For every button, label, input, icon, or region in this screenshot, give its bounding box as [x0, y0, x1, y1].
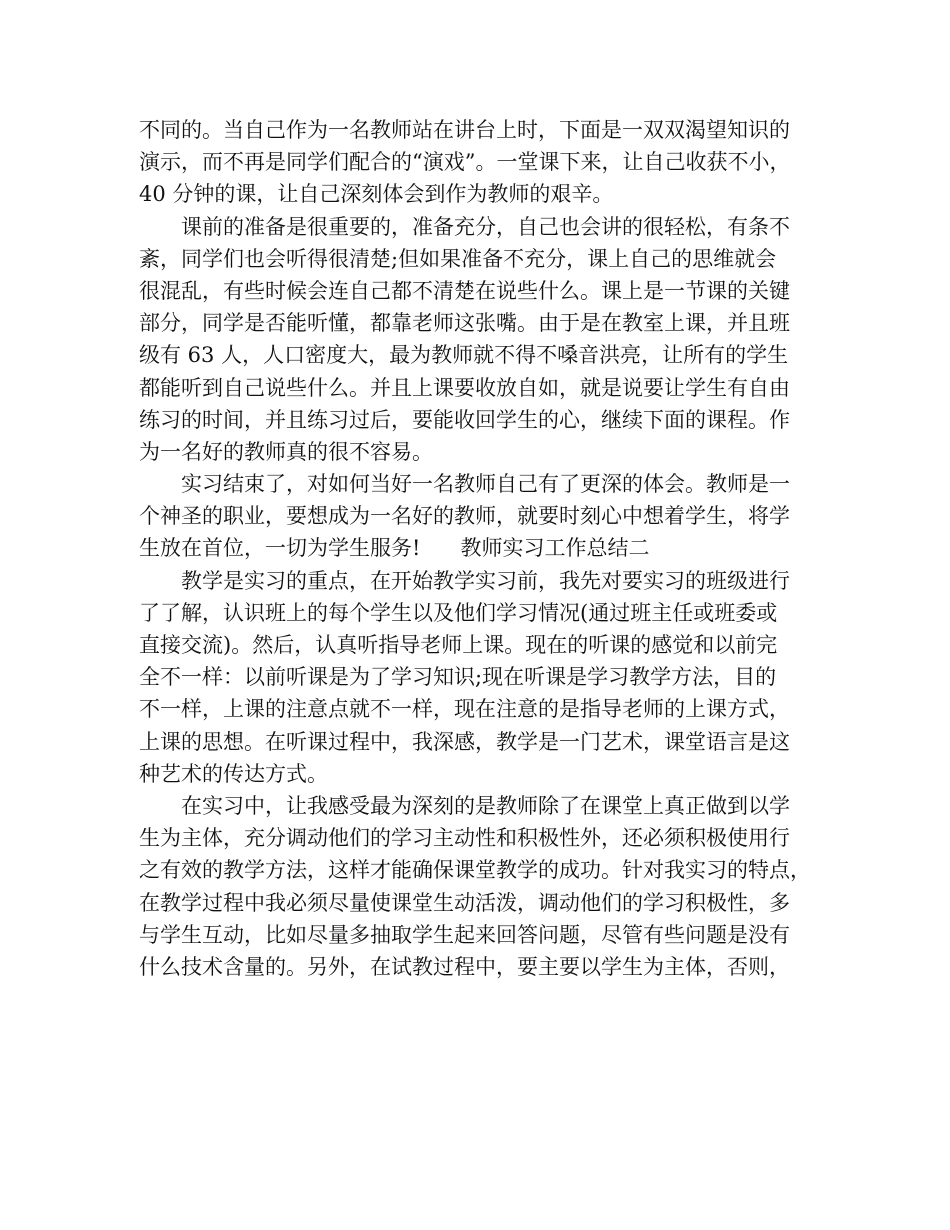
text-line: 什么技术含量的。另外，在试教过程中，要主要以学生为主体，否则， [139, 954, 790, 979]
text-line: 不同的。当自己作为一名教师站在讲台上时，下面是一双双渴望知识的 [139, 118, 790, 142]
text-line: 了了解，认识班上的每个学生以及他们学习情况(通过班主任或班委或 [139, 600, 778, 625]
text-line: 个神圣的职业，要想成为一名好的教师，就要时刻心中想着学生，将学 [139, 504, 790, 529]
text-line: 40 分钟的课，让自己深刻体会到作为教师的艰辛。 [139, 182, 614, 207]
text-line: 课前的准备是很重要的，准备充分，自己也会讲的很轻松，有条不 [139, 214, 790, 239]
text-line: 级有 63 人，人口密度大，最为教师就不得不嗓音洪亮，让所有的学生 [139, 343, 789, 368]
text-line: 上课的思想。在听课过程中，我深感，教学是一门艺术，课堂语言是这 [139, 729, 790, 754]
document-body [139, 114, 829, 983]
text-line-content: 生放在首位，一切为学生服务! [139, 536, 421, 561]
text-line: 与学生互动，比如尽量多抽取学生起来回答问题，尽管有些问题是没有 [139, 922, 790, 947]
text-line: 不一样，上课的注意点就不一样，现在注意的是指导老师的上课方式， [139, 697, 790, 722]
text-line: 部分，同学是否能听懂，都靠老师这张嘴。由于是在教室上课，并且班 [139, 311, 790, 336]
text-line: 教学是实习的重点，在开始教学实习前，我先对要实习的班级进行 [139, 568, 790, 593]
text-line: 在教学过程中我必须尽量使课堂生动活泼，调动他们的学习积极性，多 [139, 890, 790, 915]
text-line: 很混乱，有些时候会连自己都不清楚在说些什么。课上是一节课的关键 [139, 278, 790, 303]
section-heading: 教师实习工作总结二 [460, 536, 650, 561]
text-line-with-heading [139, 532, 829, 564]
text-line: 演示，而不再是同学们配合的“演戏”。一堂课下来，让自己收获不小， [139, 150, 791, 175]
text-line: 都能听到自己说些什么。并且上课要收放自如，就是说要让学生有自由 [139, 375, 790, 400]
text-line: 之有效的教学方法，这样才能确保课堂教学的成功。针对我实习的特点， [139, 858, 811, 883]
text-line: 为一名好的教师真的很不容易。 [139, 439, 433, 464]
text-line: 实习结束了，对如何当好一名教师自己有了更深的体会。教师是一 [139, 472, 790, 497]
text-line: 紊，同学们也会听得很清楚;但如果准备不充分，课上自己的思维就会 [139, 246, 777, 271]
text-line: 生为主体，充分调动他们的学习主动性和积极性外，还必须积极使用行 [139, 826, 790, 851]
text-line: 全不一样：以前听课是为了学习知识;现在听课是学习教学方法，目的 [139, 665, 777, 690]
text-line: 在实习中，让我感受最为深刻的是教师除了在课堂上真正做到以学 [139, 793, 790, 818]
text-line: 直接交流)。然后，认真听指导老师上课。现在的听课的感觉和以前完 [139, 633, 778, 657]
text-line: 练习的时间，并且练习过后，要能收回学生的心，继续下面的课程。作 [139, 407, 790, 432]
text-line: 种艺术的传达方式。 [139, 761, 328, 786]
